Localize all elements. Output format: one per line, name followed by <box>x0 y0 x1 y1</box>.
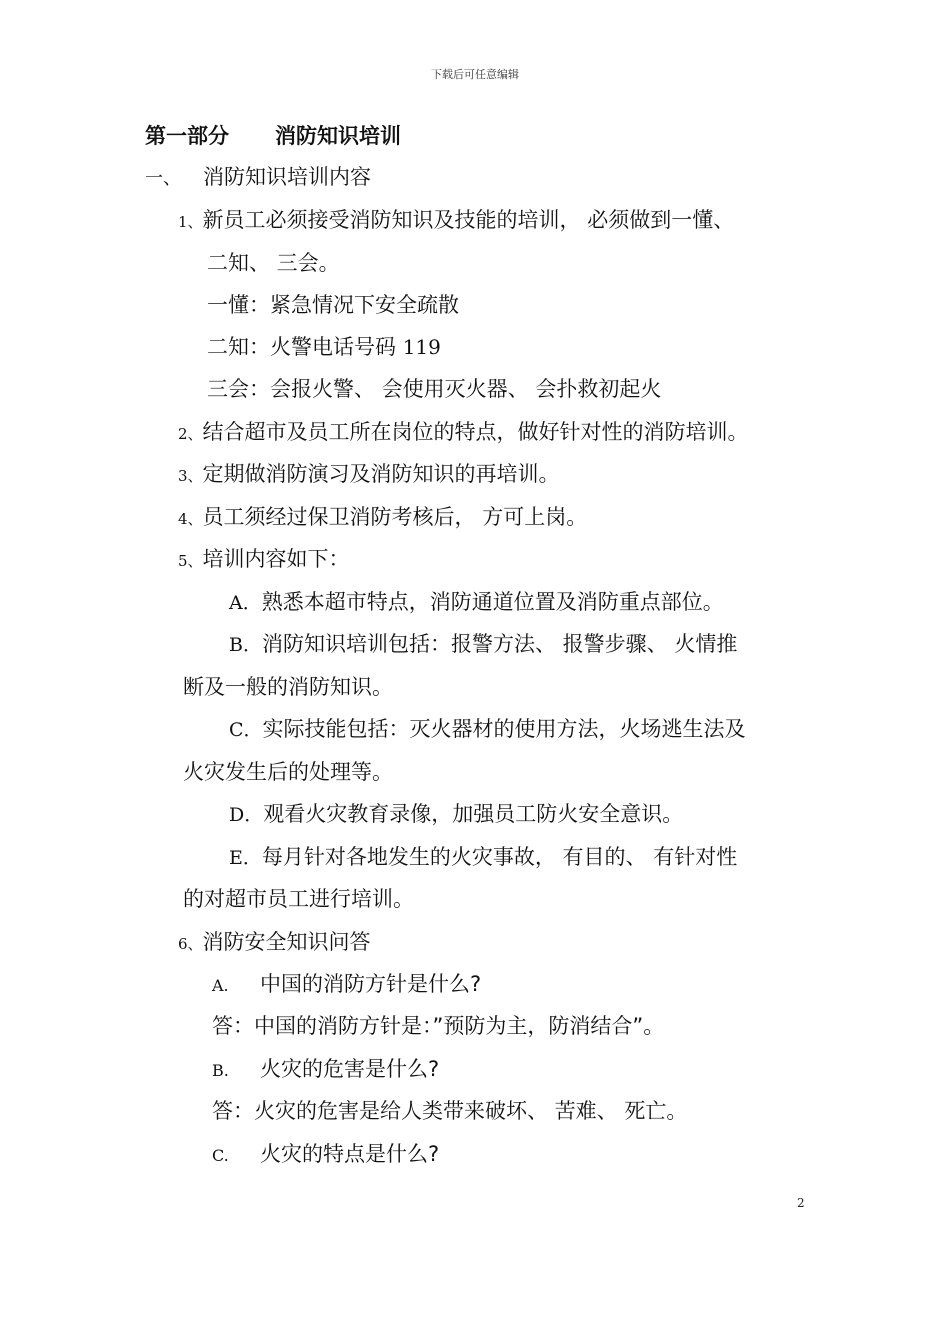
section-mark: 一、 <box>145 168 181 189</box>
training-e-text: 每月针对各地发生的火灾事故， 有目的、 有针对性 <box>261 845 738 869</box>
item-4 <box>178 503 587 533</box>
training-d-label: D． <box>229 804 264 826</box>
question-b-label: B. <box>212 1061 229 1080</box>
training-b-continuation: 断及一般的消防知识。 <box>183 675 393 699</box>
question-a <box>212 970 481 1000</box>
part-title <box>145 120 401 150</box>
training-d-text: 观看火灾教育录像，加强员工防火安全意识。 <box>263 802 684 826</box>
item-5-text: 培训内容如下： <box>202 547 350 571</box>
question-b <box>212 1055 439 1085</box>
question-b-text: 火灾的危害是什么? <box>260 1057 440 1081</box>
item-3 <box>178 460 560 490</box>
er-zhi-text: 二知：火警电话号码 <box>207 335 403 359</box>
item-5 <box>178 545 350 575</box>
item-4-number: 4、 <box>178 510 203 528</box>
fire-phone-number: 119 <box>402 335 441 359</box>
training-e-continuation: 的对超市员工进行培训。 <box>183 887 414 911</box>
item-4-text: 员工须经过保卫消防考核后， 方可上岗。 <box>202 505 588 529</box>
part-name: 消防知识培训 <box>275 124 401 148</box>
training-c-label: C． <box>229 719 263 741</box>
item-3-text: 定期做消防演习及消防知识的再培训。 <box>202 462 560 486</box>
yi-dong-line: 一懂：紧急情况下安全疏散 <box>207 293 459 317</box>
answer-a: 答：中国的消防方针是：”预防为主，防消结合”。 <box>212 1014 665 1038</box>
training-item-e <box>229 843 737 872</box>
part-label: 第一部分 <box>145 124 229 148</box>
question-a-label: A. <box>212 976 229 995</box>
item-1-number: 1、 <box>178 213 203 231</box>
item-1-text: 新员工必须接受消防知识及技能的培训， 必须做到一懂、 <box>202 208 735 232</box>
question-a-text: 中国的消防方针是什么? <box>260 972 482 996</box>
item-6-text: 消防安全知识问答 <box>202 930 371 954</box>
question-c-text: 火灾的特点是什么? <box>260 1142 440 1166</box>
item-2-number: 2、 <box>178 425 203 443</box>
training-a-text: 熟悉本超市特点，消防通道位置及消防重点部位。 <box>261 590 724 614</box>
training-a-label: A． <box>229 592 262 614</box>
item-1 <box>178 206 734 236</box>
section-heading <box>145 163 371 193</box>
item-5-number: 5、 <box>178 552 203 570</box>
item-2-text: 结合超市及员工所在岗位的特点，做好针对性的消防培训。 <box>202 420 749 444</box>
page-number: 2 <box>797 1196 805 1210</box>
item-3-number: 3、 <box>178 467 203 485</box>
training-item-b <box>229 630 737 659</box>
training-e-label: E． <box>229 847 262 869</box>
item-6-number: 6、 <box>178 935 203 953</box>
question-c-label: C. <box>212 1146 229 1165</box>
er-zhi-line <box>207 333 441 361</box>
training-item-c <box>229 715 746 744</box>
training-item-a <box>229 588 724 617</box>
training-c-continuation: 火灾发生后的处理等。 <box>183 760 393 784</box>
training-item-d <box>229 800 683 829</box>
section-title: 消防知识培训内容 <box>203 165 371 189</box>
question-c <box>212 1140 439 1170</box>
training-c-text: 实际技能包括：灭火器材的使用方法，火场逃生法及 <box>262 717 746 741</box>
page-header: 下载后可任意编辑 <box>431 68 519 81</box>
training-b-label: B． <box>229 634 262 656</box>
item-6 <box>178 928 371 958</box>
san-hui-line: 三会：会报火警、 会使用灭火器、 会扑救初起火 <box>207 377 662 401</box>
training-b-text: 消防知识培训包括：报警方法、 报警步骤、 火情推 <box>261 632 738 656</box>
item-2 <box>178 418 749 448</box>
answer-b: 答：火灾的危害是给人类带来破坏、 苦难、 死亡。 <box>212 1099 688 1123</box>
item-1-continuation: 二知、 三会。 <box>207 251 340 275</box>
